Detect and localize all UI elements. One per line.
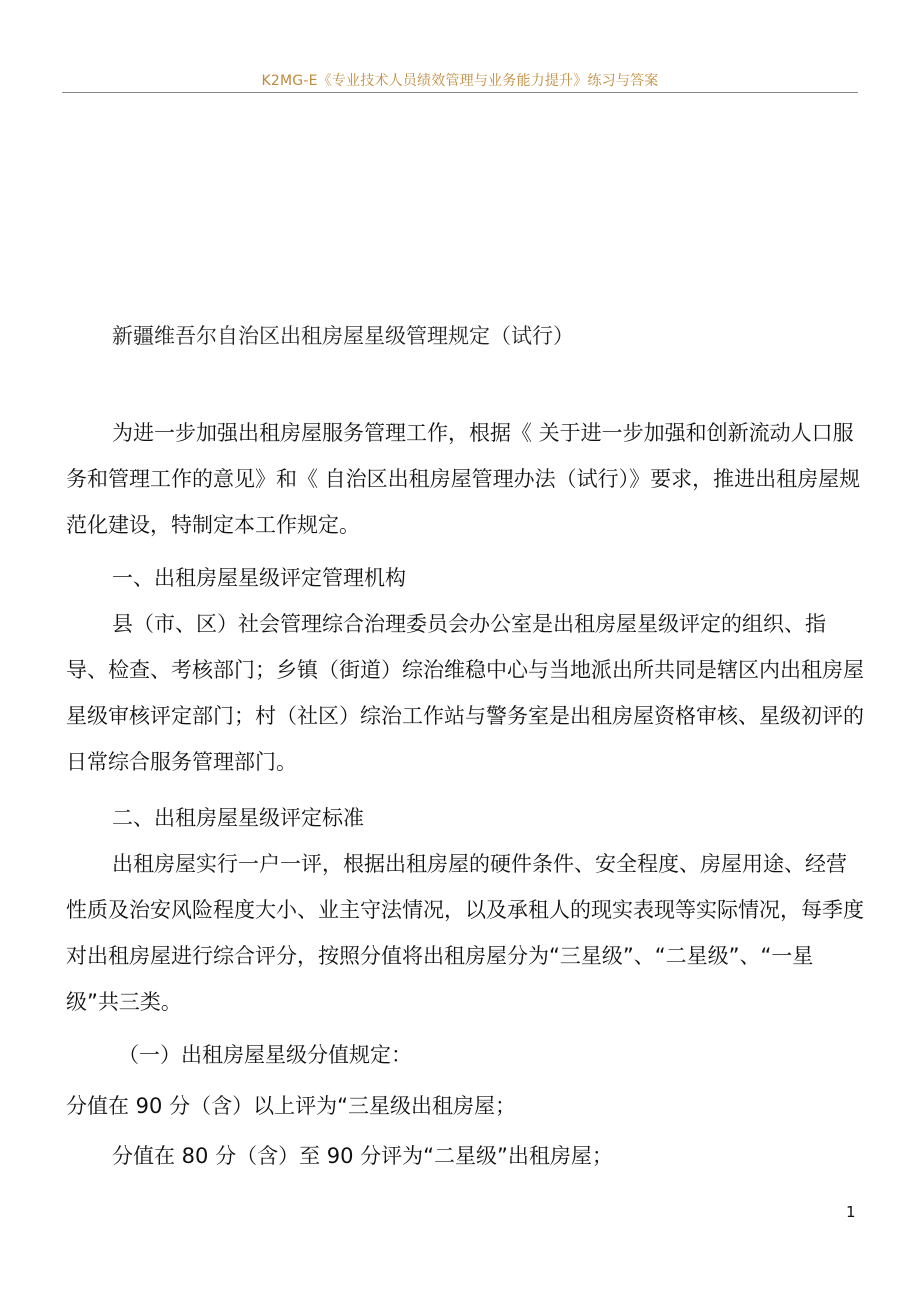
section-2-text: 出租房屋实行一户一评，根据出租房屋的硬件条件、安全程度、房屋用途、经营性质及治安风险程度大小、业主守法情况，以及承租人的现实表现等实际情况，每季度对出租房屋进行综合评分，按照分值将出租房屋分为“三星级”、“二星级”、“一星级”共三类。 — [66, 852, 864, 1014]
section-1-heading: 一、出租房屋星级评定管理机构 — [112, 566, 406, 590]
section-1-text: 县（市、区）社会管理综合治理委员会办公室是出租房屋星级评定的组织、指导、检查、考核部门；乡镇（街道）综治维稳中心与当地派出所共同是辖区内出租房屋星级审核评定部门；村（社区）综治工作站与警务室是出租房屋资格审核、星级初评的日常综合服务管理部门。 — [66, 612, 864, 774]
score-rule-three-star: 分值在 90 分（含）以上评为“三星级出租房屋； — [66, 1094, 516, 1118]
running-header: K2MG-E《专业技术人员绩效管理与业务能力提升》练习与答案 — [261, 73, 659, 89]
score-rule-two-star: 分值在 80 分（含）至 90 分评为“二星级”出租房屋； — [112, 1144, 613, 1168]
subsection-1-heading: （一）出租房屋星级分值规定： — [118, 1043, 412, 1067]
intro-paragraph — [66, 410, 864, 548]
section-2-paragraph — [66, 841, 864, 1025]
section-2-heading: 二、出租房屋星级评定标准 — [112, 806, 364, 830]
document-title: 新疆维吾尔自治区出租房屋星级管理规定（试行） — [112, 324, 574, 348]
page-number: 1 — [846, 1203, 856, 1221]
section-1-paragraph — [66, 601, 864, 785]
header-divider — [62, 92, 858, 93]
intro-text: 为进一步加强出租房屋服务管理工作，根据《 关于进一步加强和创新流动人口服务和管理工作的意见》和《 自治区出租房屋管理办法（试行）》要求，推进出租房屋规范化建设，特制定本工作规定。 — [66, 421, 861, 537]
